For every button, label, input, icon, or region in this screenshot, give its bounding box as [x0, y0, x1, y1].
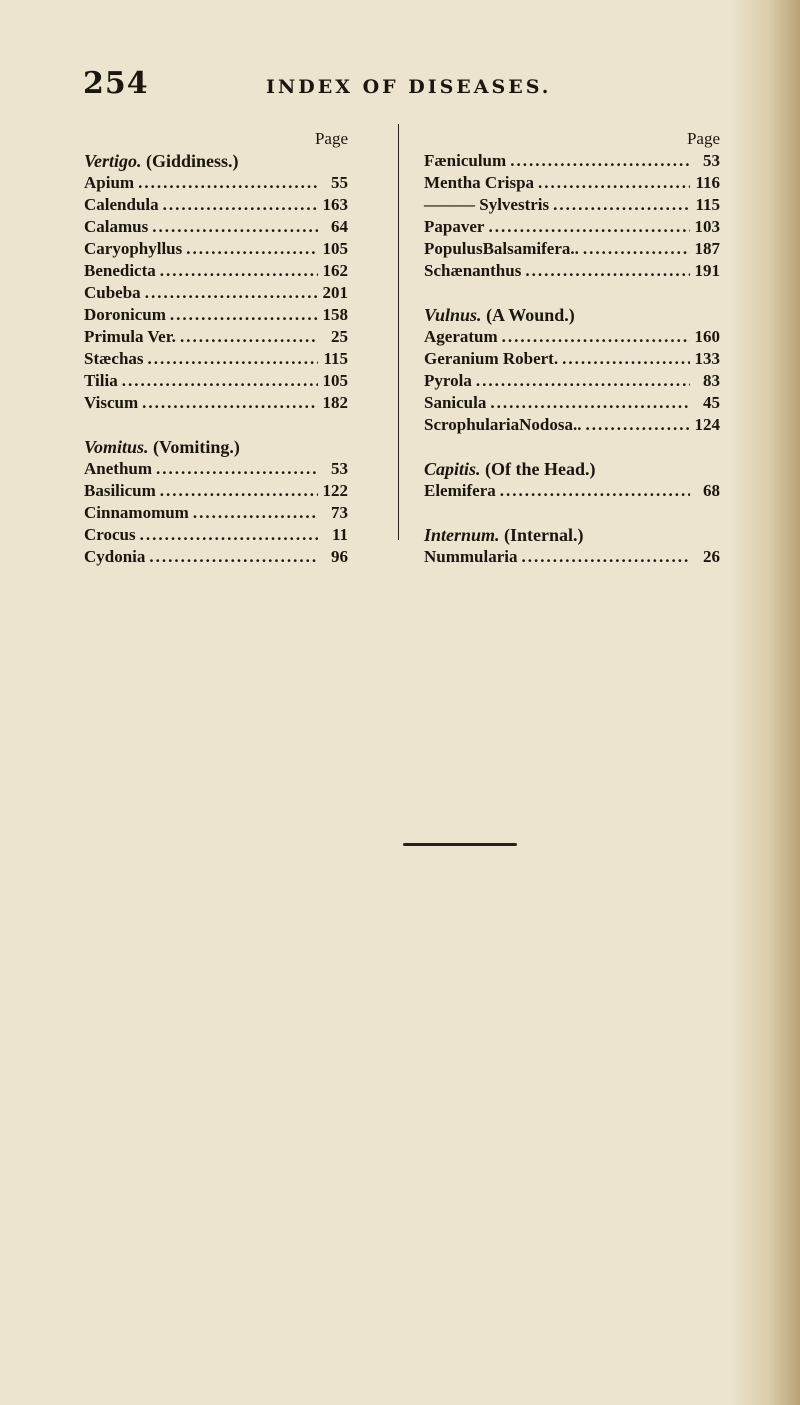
section-english: (Of the Head.)	[485, 459, 596, 479]
index-entry	[84, 326, 348, 348]
index-entry	[424, 172, 720, 194]
entry-page: 55	[331, 173, 348, 192]
leader-dots	[502, 326, 690, 348]
running-title: INDEX OF DISEASES.	[266, 76, 552, 98]
entry-page: 45	[703, 393, 720, 412]
section-english: (Internal.)	[504, 525, 584, 545]
leader-dots	[553, 194, 690, 216]
entry-name: Elemifera	[424, 481, 496, 500]
entry-name: Crocus	[84, 525, 136, 544]
index-entry	[84, 260, 348, 282]
section-heading	[424, 524, 720, 546]
index-entry	[424, 260, 720, 282]
left-column	[84, 128, 348, 568]
entry-page: 191	[694, 261, 720, 280]
section-english: (Giddiness.)	[146, 151, 239, 171]
page-column-label: Page	[314, 129, 348, 148]
section-heading	[84, 436, 348, 458]
index-entry	[424, 480, 720, 502]
entry-page: 116	[695, 173, 720, 192]
index-entry	[424, 194, 720, 216]
entry-name: Tilia	[84, 371, 118, 390]
leader-dots	[525, 260, 690, 282]
entry-name: Viscum	[84, 393, 139, 412]
page-column-label: Page	[686, 129, 720, 148]
entry-name: Calendula	[84, 195, 159, 214]
index-entry	[84, 458, 348, 480]
leader-dots	[583, 238, 690, 260]
entry-page: 158	[322, 305, 348, 324]
entry-name: Nummularia	[424, 547, 518, 566]
leader-dots	[163, 194, 318, 216]
section-heading	[424, 304, 720, 326]
column-divider	[398, 124, 399, 540]
entry-name: PopulusBalsamifera..	[424, 239, 579, 258]
entry-name: Sanicula	[424, 393, 487, 412]
index-entry	[424, 546, 720, 568]
entry-page: 53	[703, 151, 720, 170]
index-entry	[424, 238, 720, 260]
entry-name: Fæniculum	[424, 151, 507, 170]
index-entry	[84, 546, 348, 568]
index-entry	[84, 502, 348, 524]
entry-page: 115	[323, 349, 348, 368]
entry-name: Schænanthus	[424, 261, 522, 280]
index-entry	[424, 150, 720, 172]
section-latin: Vertigo.	[84, 151, 142, 171]
entry-page: 160	[694, 327, 720, 346]
index-entry	[84, 392, 348, 414]
entry-name: Ageratum	[424, 327, 498, 346]
section-heading	[424, 458, 720, 480]
leader-dots	[193, 502, 318, 524]
leader-dots	[538, 172, 690, 194]
leader-dots	[122, 370, 318, 392]
leader-dots	[160, 260, 318, 282]
entry-page: 201	[322, 283, 348, 302]
entry-page: 115	[695, 195, 720, 214]
leader-dots	[138, 172, 318, 194]
index-entry	[424, 370, 720, 392]
entry-page: 25	[331, 327, 348, 346]
leader-dots	[180, 326, 318, 348]
leader-dots	[562, 348, 690, 370]
leader-dots	[156, 458, 318, 480]
entry-name: Doronicum	[84, 305, 166, 324]
entry-page: 96	[331, 547, 348, 566]
entry-name: Calamus	[84, 217, 149, 236]
index-entry	[84, 172, 348, 194]
index-entry	[424, 392, 720, 414]
leader-dots	[522, 546, 691, 568]
entry-page: 53	[331, 459, 348, 478]
index-entry	[84, 238, 348, 260]
section-english: (Vomiting.)	[153, 437, 240, 457]
section-latin: Capitis.	[424, 459, 481, 479]
entry-name: Cubeba	[84, 283, 141, 302]
leader-dots	[490, 392, 690, 414]
leader-dots	[186, 238, 318, 260]
leader-dots	[142, 392, 318, 414]
entry-name: Basilicum	[84, 481, 156, 500]
entry-page: 105	[322, 239, 348, 258]
page-edge-shadow	[730, 0, 800, 1405]
entry-page: 73	[331, 503, 348, 522]
end-rule	[403, 843, 517, 846]
leader-dots	[488, 216, 690, 238]
index-entry	[84, 348, 348, 370]
entry-page: 103	[694, 217, 720, 236]
leader-dots	[140, 524, 318, 546]
index-entry	[84, 304, 348, 326]
section-latin: Internum.	[424, 525, 500, 545]
entry-name: Mentha Crispa	[424, 173, 535, 192]
entry-page: 83	[703, 371, 720, 390]
leader-dots	[145, 282, 318, 304]
entry-page: 133	[694, 349, 720, 368]
entry-page: 162	[322, 261, 348, 280]
entry-name: Cydonia	[84, 547, 146, 566]
page-number: 254	[83, 66, 149, 101]
section-latin: Vulnus.	[424, 305, 482, 325]
entry-name: Benedicta	[84, 261, 156, 280]
entry-name: Stæchas	[84, 349, 144, 368]
page-header	[83, 66, 563, 106]
entry-name: Primula Ver.	[84, 327, 176, 346]
entry-page: 64	[331, 217, 348, 236]
index-entry	[424, 326, 720, 348]
entry-name: ScrophulariaNodosa..	[424, 415, 582, 434]
index-entry	[84, 216, 348, 238]
entry-name: Pyrola	[424, 371, 472, 390]
entry-page: 124	[694, 415, 720, 434]
entry-page: 182	[322, 393, 348, 412]
index-entry	[424, 414, 720, 436]
entry-name: ——— Sylvestris	[424, 195, 550, 214]
leader-dots	[170, 304, 318, 326]
section-english: (A Wound.)	[486, 305, 575, 325]
entry-name: Geranium Robert.	[424, 349, 559, 368]
index-entry	[424, 216, 720, 238]
right-column	[424, 128, 720, 568]
entry-page: 68	[703, 481, 720, 500]
entry-name: Caryophyllus	[84, 239, 183, 258]
index-entry	[84, 370, 348, 392]
entry-page: 26	[703, 547, 720, 566]
entry-page: 163	[322, 195, 348, 214]
entry-name: Anethum	[84, 459, 153, 478]
index-entry	[424, 348, 720, 370]
entry-name: Apium	[84, 173, 135, 192]
leader-dots	[585, 414, 690, 436]
leader-dots	[160, 480, 318, 502]
leader-dots	[148, 348, 318, 370]
leader-dots	[510, 150, 690, 172]
index-entry	[84, 480, 348, 502]
entry-page: 11	[331, 525, 348, 544]
index-entry	[84, 282, 348, 304]
leader-dots	[476, 370, 690, 392]
entry-page: 105	[322, 371, 348, 390]
entry-page: 187	[694, 239, 720, 258]
entry-name: Cinnamomum	[84, 503, 189, 522]
index-entry	[84, 524, 348, 546]
leader-dots	[500, 480, 690, 502]
leader-dots	[149, 546, 318, 568]
leader-dots	[152, 216, 318, 238]
section-latin: Vomitus.	[84, 437, 149, 457]
index-entry	[84, 194, 348, 216]
entry-page: 122	[322, 481, 348, 500]
section-heading	[84, 150, 348, 172]
entry-name: Papaver	[424, 217, 485, 236]
